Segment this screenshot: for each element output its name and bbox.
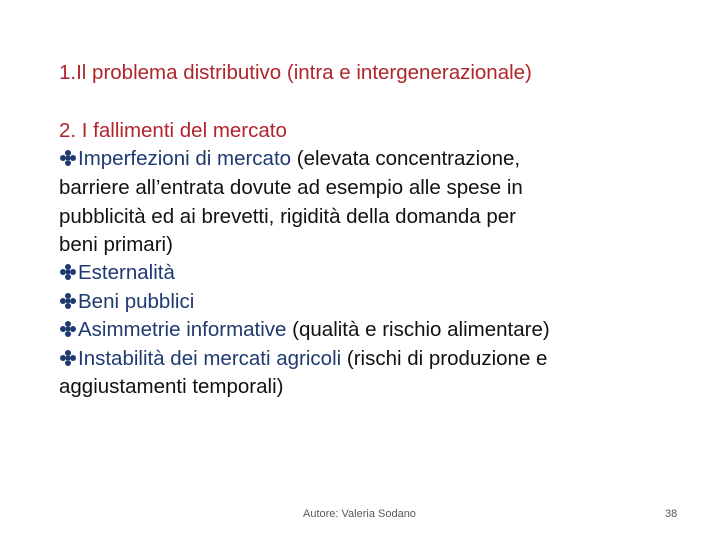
list-item xyxy=(59,145,520,173)
item-text: (rischi di produzione e xyxy=(341,347,548,370)
item-text-line: aggiustamenti temporali) xyxy=(59,375,284,398)
diamond-bullet-icon xyxy=(59,349,77,367)
diamond-bullet-icon xyxy=(59,292,77,310)
section-heading: 2. I fallimenti del mercato xyxy=(59,119,287,142)
item-text: (elevata concentrazione, xyxy=(291,147,521,170)
item-text: (qualità e rischio alimentare) xyxy=(286,318,550,341)
slide-title: 1.Il problema distributivo (intra e intergenerazionale) xyxy=(59,61,532,84)
list-item xyxy=(59,259,175,287)
footer-author: Autore: Valeria Sodano xyxy=(303,508,416,520)
item-text-line: barriere all’entrata dovute ad esempio alle spese in xyxy=(59,176,523,199)
list-item xyxy=(59,345,547,373)
list-item xyxy=(59,316,550,344)
list-item xyxy=(59,288,194,316)
diamond-bullet-icon xyxy=(59,320,77,338)
page-number: 38 xyxy=(665,508,678,520)
diamond-bullet-icon xyxy=(59,263,77,281)
item-term: Esternalità xyxy=(78,261,175,284)
item-term: Asimmetrie informative xyxy=(78,318,287,341)
diamond-bullet-icon xyxy=(59,149,77,167)
item-text-line: pubblicità ed ai brevetti, rigidità della domanda per xyxy=(59,205,516,228)
item-text-line: beni primari) xyxy=(59,233,173,256)
item-term: Instabilità dei mercati agricoli xyxy=(78,347,342,370)
item-term: Beni pubblici xyxy=(78,290,195,313)
item-term: Imperfezioni di mercato xyxy=(78,147,292,170)
